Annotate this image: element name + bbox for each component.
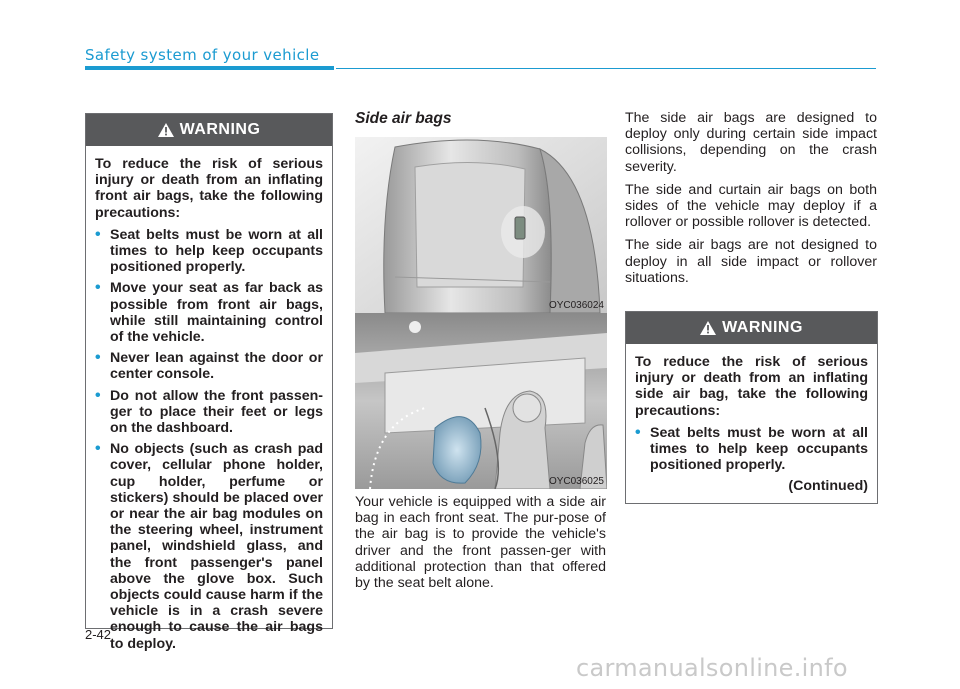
- figure-code: OYC036025: [548, 476, 604, 487]
- warning-header: [86, 114, 332, 146]
- side-airbag-deployment-figure: [355, 313, 607, 489]
- seat-illustration: [355, 137, 607, 313]
- warning-item: • No objects (such as crash pad cover, cellular phone holder, cup holder, perfume or stickers) should be placed over or near the air bag modules on the steering wheel, instrument panel, windshield glass, and the front passenger's panel above the glove box. Such objects could cause harm if the vehicle is in a crash severe enough to cause the air bags to deploy.: [95, 441, 323, 652]
- header-rule-thick: [85, 66, 334, 70]
- section-header-title: Safety system of your vehicle: [85, 46, 320, 64]
- warning-header: [626, 312, 877, 344]
- warning-intro: To reduce the risk of serious injury or death from an inflating side air bag, take the following precautions:: [635, 354, 868, 419]
- continued-label: (Continued): [788, 478, 868, 495]
- paragraph: The side air bags are designed to deploy only during certain side impact collisions, depending on the crash severity.: [625, 110, 877, 175]
- warning-box-side-airbags: [625, 311, 878, 504]
- header-rule-thin: [336, 68, 876, 69]
- side-airbag-description: [355, 494, 606, 598]
- paragraph: Your vehicle is equipped with a side air bag in each front seat. The pur-pose of the air bag is to provide the vehicle's driver and the front passen-ger with additional protection than that offered by the seat belt alone.: [355, 494, 606, 592]
- warning-triangle-icon: [158, 123, 174, 137]
- warning-item: • Never lean against the door or center console.: [95, 350, 323, 382]
- side-airbag-deployment-text: [625, 110, 877, 293]
- cabin-illustration: [355, 313, 607, 489]
- warning-triangle-icon: [700, 321, 716, 335]
- warning-body: [626, 344, 877, 505]
- warning-item: • Seat belts must be worn at all times to help keep occupants positioned properly.: [635, 425, 868, 474]
- section-title: Side air bags: [355, 110, 452, 127]
- warning-list: [635, 425, 868, 474]
- page-number: 2-42: [85, 627, 112, 642]
- paragraph: The side air bags are not designed to deploy in all side impact or rollover situations.: [625, 237, 877, 286]
- figure-code: OYC036024: [548, 300, 604, 311]
- paragraph: The side and curtain air bags on both sides of the vehicle may deploy if a rollover or possible rollover is detected.: [625, 181, 877, 231]
- watermark: carmanualsonline.info: [576, 654, 848, 682]
- seat-airbag-figure: [355, 137, 607, 313]
- warning-list: [95, 227, 323, 652]
- warning-heading: WARNING: [179, 121, 261, 138]
- warning-body: [86, 146, 332, 667]
- warning-heading: WARNING: [722, 319, 803, 336]
- warning-item: • Seat belts must be worn at all times to help keep occupants positioned properly.: [95, 227, 323, 276]
- warning-item: • Move your seat as far back as possible from front air bags, while still maintaining control of the vehicle.: [95, 280, 323, 345]
- warning-intro: To reduce the risk of serious injury or death from an inflating front air bags, take the following precautions:: [95, 156, 323, 221]
- warning-item: • Do not allow the front passen-ger to place their feet or legs on the dashboard.: [95, 388, 323, 437]
